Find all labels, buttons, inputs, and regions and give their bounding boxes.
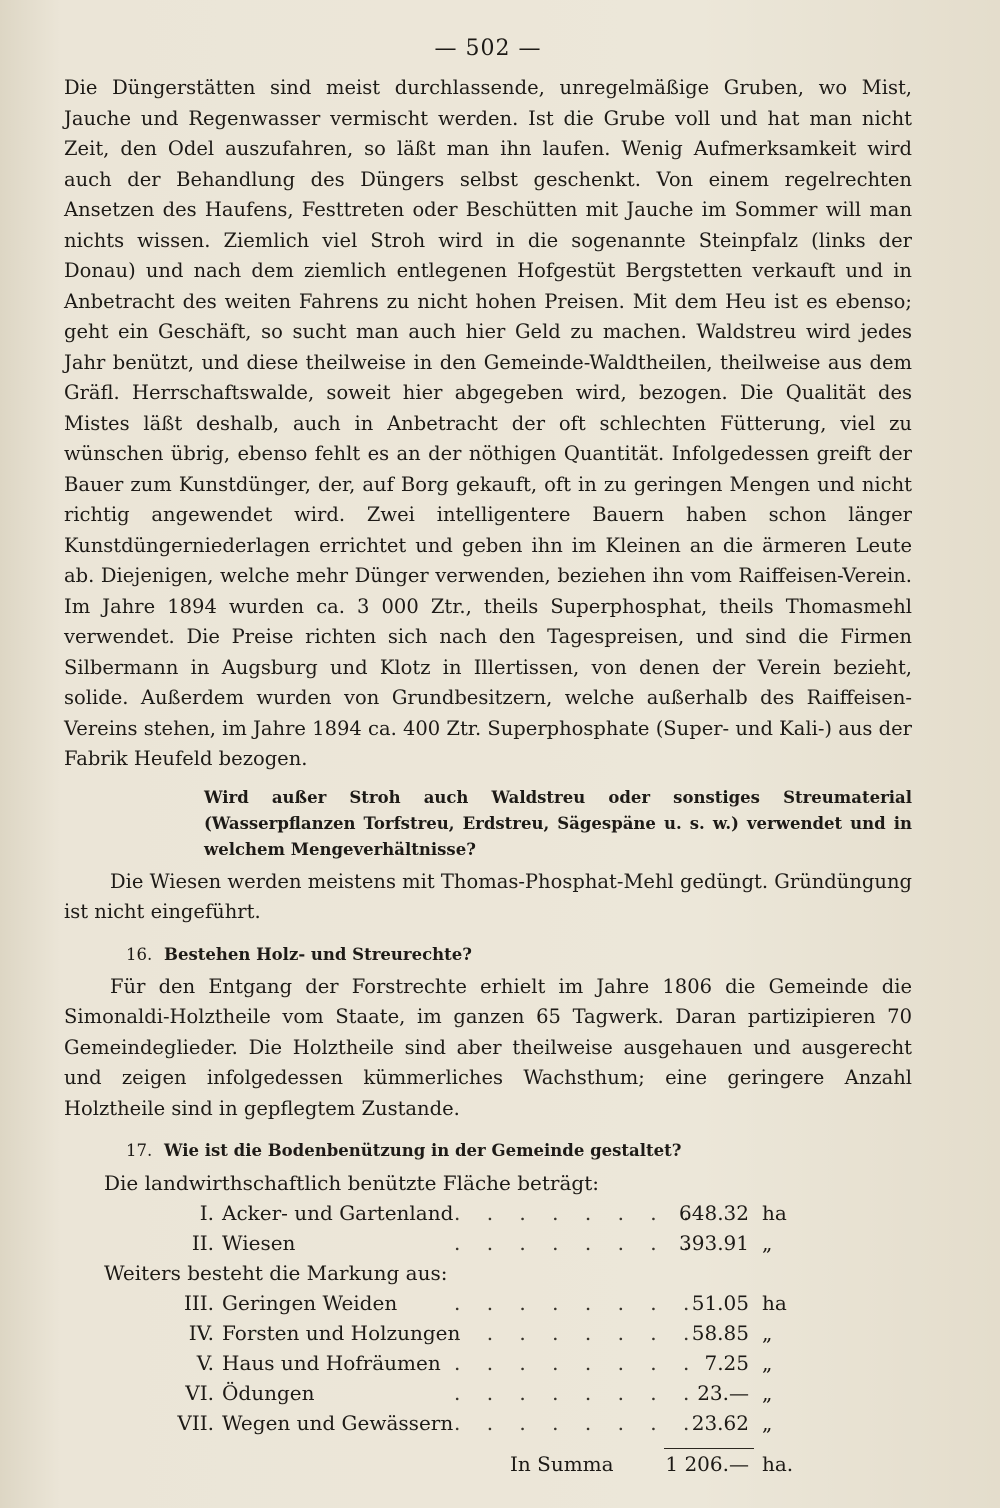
question-16-text: Bestehen Holz- und Streurechte? <box>164 944 472 964</box>
row-value: 23.62 <box>691 1411 749 1435</box>
land-use-row <box>64 1288 912 1318</box>
row-unit: „ <box>762 1381 773 1405</box>
row-label: Geringen Weiden <box>222 1291 398 1315</box>
row-numeral: VI. <box>185 1381 214 1405</box>
leader-dots: . . . . . . . . <box>454 1381 700 1405</box>
question-17-number: 17. <box>126 1141 153 1160</box>
question-17 <box>126 1138 912 1164</box>
leader-dots: . . . . . . . . <box>454 1321 700 1345</box>
row-numeral: V. <box>196 1351 214 1375</box>
row-numeral: III. <box>183 1291 214 1315</box>
row-unit: ha <box>762 1201 787 1225</box>
paragraph-meadows: Die Wiesen werden meistens mit Thomas-Phosphat-Mehl gedüngt. Gründüngung ist nicht eingeführt. <box>64 869 912 923</box>
row-unit: ha <box>762 1291 787 1315</box>
land-use-intro: Die landwirthschaftlich benützte Fläche beträgt: <box>104 1171 599 1195</box>
land-use-row <box>64 1408 912 1438</box>
land-use-table-a <box>64 1198 912 1258</box>
total-unit: ha. <box>762 1452 794 1476</box>
land-use-row <box>64 1318 912 1348</box>
row-numeral: I. <box>199 1201 214 1225</box>
leader-dots: . . . . . . . . <box>454 1201 700 1225</box>
row-label: Ödungen <box>222 1381 315 1405</box>
land-use-row <box>64 1348 912 1378</box>
land-use-row <box>64 1228 912 1258</box>
land-use-row <box>64 1378 912 1408</box>
question-16 <box>126 942 912 968</box>
paragraph-manure: Die Düngerstätten sind meist durchlassende, unregelmäßige Gruben, wo Mist, Jauche und Regenwasser vermischt werden. Ist die Grube voll und hat man nicht Zeit, den Odel auszufahren, so läßt man ihn laufen. Wenig Aufmerksamkeit wird auch der Behandlung des Düngers selbst geschenkt. Von einem regelrechten Ansetzen des Haufens, Festtreten oder Beschütten mit Jauche im Sommer will man nichts wissen. Ziemlich viel Stroh wird in die sogenannte Steinpfalz (links der Donau) und nach dem ziemlich entlegenen Hofgestüt Bergstetten verkauft und in Anbetracht des weiten Fahrens zu nicht hohen Preisen. Mit dem Heu ist es ebenso; geht ein Geschäft, so sucht man auch hier Geld zu machen. Waldstreu wird jedes Jahr benützt, und diese theilweise in den Gemeinde-Waldtheilen, theilweise aus dem Gräfl. Herrschaftswalde, soweit hier abgegeben wird, bezogen. Die Qualität des Mistes läßt deshalb, auch in Anbetracht der oft schlechten Fütterung, viel zu wünschen übrig, ebenso fehlt es an der nöthigen Quantität. Infolgedessen greift der Bauer zum Kunstdünger, der, auf Borg gekauft, oft in zu geringen Mengen und nicht richtig angewendet wird. Zwei intelligentere Bauern haben schon länger Kunstdüngerniederlagen errichtet und geben ihn im Kleinen an die ärmeren Leute ab. Diejenigen, welche mehr Dünger verwenden, beziehen ihn vom Raiffeisen-Verein. Im Jahre 1894 wurden ca. 3 000 Ztr., theils Superphosphat, theils Thomasmehl verwendet. Die Preise richten sich nach den Tagespreisen, und sind die Firmen Silbermann in Augsburg und Klotz in Illertissen, von denen der Verein bezieht, solide. Außerdem wurden von Grundbesitzern, welche außerhalb des Raiffeisen-Vereins stehen, im Jahre 1894 ca. 400 Ztr. Superphosphate (Super- und Kali-) aus der Fabrik Heufeld bezogen. <box>64 76 912 770</box>
page-number: — 502 — <box>434 36 542 61</box>
markung-intro: Weiters besteht die Markung aus: <box>104 1261 448 1285</box>
question-litter <box>204 785 912 863</box>
row-numeral: IV. <box>188 1321 214 1345</box>
row-unit: „ <box>762 1351 773 1375</box>
row-unit: „ <box>762 1231 773 1255</box>
row-label: Haus und Hofräumen <box>222 1351 441 1375</box>
row-value: 648.32 <box>679 1201 749 1225</box>
row-value: 23.— <box>697 1381 749 1405</box>
question-17-text: Wie ist die Bodenbenützung in der Gemeinde gestaltet? <box>164 1141 682 1160</box>
row-label: Forsten und Holzungen <box>222 1321 461 1345</box>
row-numeral: VII. <box>177 1411 214 1435</box>
total-label: In Summa <box>510 1452 614 1476</box>
row-value: 58.85 <box>691 1321 749 1345</box>
land-use-table-b <box>64 1288 912 1438</box>
row-unit: „ <box>762 1321 773 1345</box>
leader-dots: . . . . . . . . <box>454 1351 700 1375</box>
row-label: Wiesen <box>222 1231 296 1255</box>
row-value: 51.05 <box>691 1291 749 1315</box>
total-row <box>64 1448 912 1480</box>
leader-dots: . . . . . . . . <box>454 1291 700 1315</box>
total-value: 1 206.— <box>665 1452 749 1476</box>
land-use-row <box>64 1198 912 1228</box>
paragraph-forest-rights: Für den Entgang der Forstrechte erhielt im Jahre 1806 die Gemeinde die Simonaldi-Holztheile vom Staate, im ganzen 65 Tagwerk. Daran partizipieren 70 Gemeindeglieder. Die Holztheile sind aber theilweise ausgehauen und ausgerecht und zeigen infolgedessen kümmerliches Wachsthum; eine geringere Anzahl Holztheile sind in gepflegtem Zustande. <box>64 974 912 1120</box>
question-litter-text: Wird außer Stroh auch Waldstreu oder sonstiges Streumaterial (Wasserpflanzen Torfstreu, Erdstreu, Sägespäne u. s. w.) verwendet und in welchem Mengeverhältnisse? <box>204 787 912 859</box>
leader-dots: . . . . . . . . <box>454 1231 700 1255</box>
question-16-number: 16. <box>126 944 153 964</box>
row-value: 7.25 <box>704 1351 749 1375</box>
row-label: Wegen und Gewässern <box>222 1411 454 1435</box>
row-numeral: II. <box>191 1231 214 1255</box>
row-unit: „ <box>762 1411 773 1435</box>
row-label: Acker- und Gartenland <box>222 1201 454 1225</box>
row-value: 393.91 <box>679 1231 749 1255</box>
leader-dots: . . . . . . . . <box>454 1411 700 1435</box>
